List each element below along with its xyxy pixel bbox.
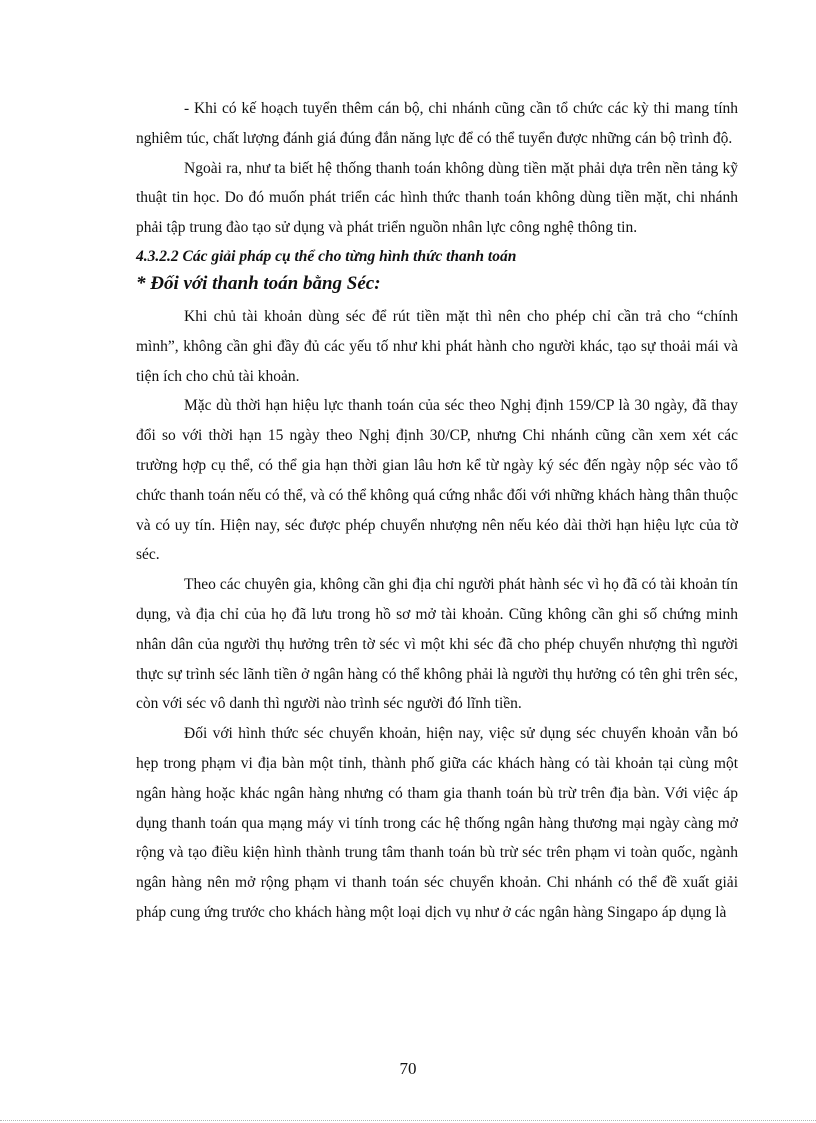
page-bottom-divider — [0, 1120, 816, 1121]
paragraph-validity-period: Mặc dù thời hạn hiệu lực thanh toán của séc theo Nghị định 159/CP là 30 ngày, đã thay đổi so với thời hạn 15 ngày theo Nghị định 30/CP, nhưng Chi nhánh cũng cần xem xét các trường hợp cụ thể, có thể gia hạn thời gian lâu hơn kể từ ngày ký séc đến ngày nộp séc vào tổ chức thanh toán nếu có thể, và có thể không quá cứng nhắc đối với những khách hàng thân thuộc và có uy tín. Hiện nay, séc được phép chuyển nhượng nên nếu kéo dài thời hạn hiệu lực của tờ séc. — [136, 397, 738, 564]
paragraph-expert-opinion: Theo các chuyên gia, không cần ghi địa chỉ người phát hành séc vì họ đã có tài khoản tín dụng, và địa chỉ của họ đã lưu trong hồ sơ mở tài khoản. Cũng không cần ghi số chứng minh nhân dân của người thụ hưởng trên tờ séc vì một khi séc đã cho phép chuyển nhượng thì người thực sự trình séc lãnh tiền ở ngân hàng có thể không phải là người thụ hưởng có tên ghi trên séc, còn với séc vô danh thì người nào trình séc người đó lĩnh tiền. — [136, 576, 738, 713]
page-body — [136, 94, 738, 928]
page-number: 70 — [399, 1059, 417, 1078]
section-heading: * Đối với thanh toán bằng Séc: — [136, 272, 381, 294]
paragraph-cash-withdrawal: Khi chủ tài khoản dùng séc để rút tiền mặt thì nên cho phép chỉ cần trả cho “chính mình”, không cần ghi đầy đủ các yếu tố như khi phát hành cho người khác, tạo sự thoải mái và tiện ích cho chủ tài khoản. — [136, 307, 738, 385]
paragraph-it-human-resources: Ngoài ra, như ta biết hệ thống thanh toán không dùng tiền mặt phải dựa trên nền tảng kỹ thuật tin học. Do đó muốn phát triển các hình thức thanh toán không dùng tiền mặt, chi nhánh phải tập trung đào tạo sử dụng và phát triển nguồn nhân lực công nghệ thông tin. — [136, 159, 738, 237]
paragraph-transfer-cheque: Đối với hình thức séc chuyển khoản, hiện nay, việc sử dụng séc chuyển khoản vẫn bó hẹp trong phạm vi địa bàn một tỉnh, thành phố giữa các khách hàng có tài khoản tại cùng một ngân hàng hoặc khác ngân hàng nhưng có tham gia thanh toán bù trừ trên địa bàn. Với việc áp dụng thanh toán qua mạng máy vi tính trong các hệ thống ngân hàng thương mại ngày càng mở rộng và tạo điều kiện hình thành trung tâm thanh toán bù trừ séc trên phạm vi toàn quốc, ngành ngân hàng nên mở rộng phạm vi thanh toán séc chuyển khoản. Chi nhánh có thể đề xuất giải pháp cung ứng trước cho khách hàng một loại dịch vụ như ở các ngân hàng Singapo áp dụng là — [136, 725, 738, 921]
paragraph-recruitment: - Khi có kế hoạch tuyển thêm cán bộ, chi nhánh cũng cần tổ chức các kỳ thi mang tính nghiêm túc, chất lượng đánh giá đúng đắn năng lực để có thể tuyển được những cán bộ trình độ. — [136, 100, 738, 147]
subsection-heading: 4.3.2.2 Các giải pháp cụ thể cho từng hình thức thanh toán — [136, 247, 517, 265]
